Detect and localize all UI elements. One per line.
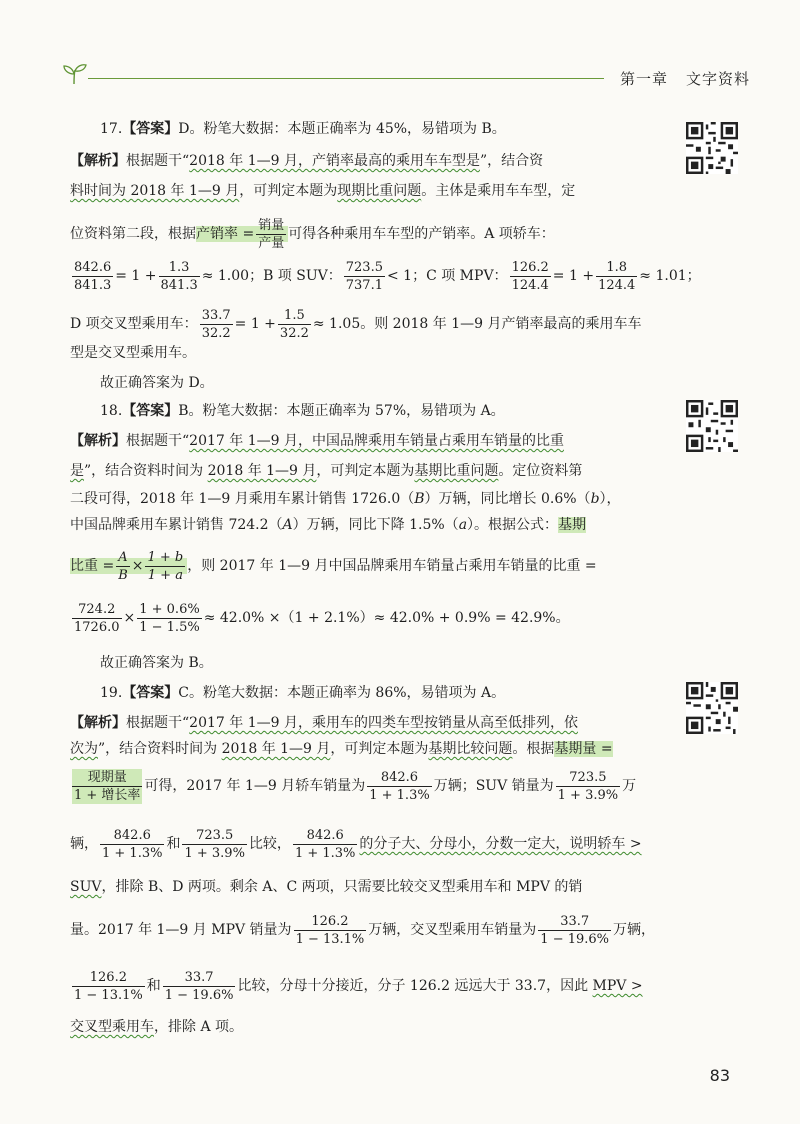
text: 位资料第二段，根据 [70, 226, 196, 242]
text: ，可判定本题为 [239, 183, 338, 199]
fraction [510, 259, 551, 294]
text: 万辆；SUV 销量为 [433, 778, 554, 794]
chapter-label: 第一章 [619, 70, 668, 88]
answer-text: B。粉笔大数据：本题正确率为 57%，易错项为 A。 [178, 403, 505, 419]
fraction [367, 769, 431, 804]
q17-conclusion: 故正确答案为 D。 [100, 375, 214, 391]
sprout-icon [62, 62, 88, 86]
text: 根据题干“ [126, 715, 190, 731]
formula-highlight [70, 549, 187, 583]
denominator: 1 + 增长率 [74, 787, 141, 803]
variable: b [590, 491, 600, 507]
denominator: 1 − 13.1% [295, 931, 365, 947]
text: ，排除 B、D 两项。剩余 A、C 两项，只需要比较交叉型乘用车和 MPV 的销 [101, 879, 583, 895]
text: ”，结合资料时间为 [84, 463, 208, 479]
text: 根据题干“ [126, 433, 190, 449]
qr-code-icon[interactable] [686, 400, 738, 452]
text: ≈ 42.0% ×（1 + 2.1%）≈ 42.0% + 0.9% = 42.9%。 [203, 610, 570, 626]
underlined-text: 是 [70, 463, 84, 479]
denominator: 1 − 13.1% [74, 987, 143, 1003]
text: 比重 = [70, 558, 115, 574]
numerator: 1.3 [159, 259, 200, 277]
numerator: 126.2 [72, 969, 145, 987]
underlined-text: 的分子大、分母小，分数一定大，说明轿车 > [359, 836, 642, 852]
variable: a [458, 517, 468, 533]
page-number: 83 [709, 1066, 730, 1085]
text: ”，结合资料时间为 [98, 741, 222, 757]
denominator: 产量 [258, 235, 285, 251]
denominator: 841.3 [160, 277, 198, 293]
denominator: 32.2 [279, 325, 309, 341]
q18-analysis-line-6 [70, 598, 570, 638]
fraction [100, 827, 164, 862]
q19-analysis-line-3 [70, 766, 636, 806]
numerator: 723.5 [182, 827, 246, 845]
q17-analysis-line-6: 型是交叉型乘用车。 [70, 345, 196, 361]
q19-analysis-line-7 [70, 966, 643, 1006]
answer-tag: 【答案】 [122, 403, 179, 419]
q18-analysis-line-1 [70, 430, 564, 452]
denominator: B [118, 567, 128, 583]
chapter-title [620, 68, 750, 89]
answer-text: C。粉笔大数据：本题正确率为 86%，易错项为 A。 [178, 685, 506, 701]
text: ，排除 A 项。 [154, 1019, 244, 1035]
denominator: 1 + 1.3% [294, 845, 356, 861]
q18-analysis-line-2 [70, 460, 582, 482]
question-number: 18. [100, 403, 123, 419]
qr-code-icon[interactable] [686, 682, 738, 734]
text: 。根据 [512, 741, 555, 757]
numerator: 723.5 [345, 259, 383, 275]
text: ≈ 1.00；B 项 SUV： [201, 268, 342, 284]
text: ）。根据公式： [467, 517, 559, 533]
numerator: 842.6 [100, 827, 164, 845]
denominator: 1 − 19.6% [164, 987, 234, 1003]
underlined-text: 基期比重问题 [414, 463, 499, 479]
fraction [344, 259, 385, 294]
underlined-text: 交叉型乘用车 [70, 1019, 154, 1035]
underlined-text: 基期比较问题 [428, 741, 513, 757]
fraction [116, 549, 130, 584]
text: 量。2017 年 1—9 月 MPV 销量为 [70, 922, 292, 938]
text: ，则 2017 年 1—9 月中国品牌乘用车销量占乘用车销量的比重 = [187, 558, 597, 574]
fraction [278, 307, 311, 342]
q19-analysis-line-6 [70, 910, 655, 950]
fraction [72, 259, 113, 294]
answer-tag: 【答案】 [122, 685, 179, 701]
q19-analysis-line-8 [70, 1016, 243, 1038]
denominator: 32.2 [201, 325, 231, 341]
analysis-tag: 【解析】 [70, 715, 126, 731]
variable: B [414, 491, 425, 507]
text: 二段可得，2018 年 1—9 月乘用车累计销售 1726.0（ [70, 491, 415, 507]
numerator: 126.2 [511, 259, 549, 275]
q18-analysis-line-3 [70, 488, 621, 510]
denominator: 1726.0 [74, 619, 120, 635]
text: 和 [166, 836, 181, 852]
text: 。主体是乘用车车型，定 [421, 183, 576, 199]
q17-analysis-line-3 [70, 216, 555, 252]
text: 产销率 = [196, 226, 255, 242]
denominator: 1 + 3.9% [557, 787, 619, 803]
q17-analysis-line-1 [70, 150, 543, 172]
underlined-text: 料时间为 2018 年 1—9 月 [70, 183, 240, 199]
q19-analysis-line-4 [70, 824, 642, 864]
numerator: 842.6 [293, 827, 357, 845]
numerator: 1 + b [147, 549, 184, 565]
numerator: 126.2 [294, 913, 367, 931]
text: ）万辆，同比下降 1.5%（ [292, 517, 459, 533]
variable: A [282, 517, 293, 533]
text: 和 [146, 978, 161, 994]
fraction [596, 259, 637, 294]
text: ，可判定本题为 [330, 741, 429, 757]
text: 根据题干“ [126, 153, 190, 169]
text: ≈ 1.05。则 2018 年 1—9 月产销率最高的乘用车车 [312, 316, 642, 332]
text: = 1 + [115, 268, 157, 284]
answer-tag: 【答案】 [122, 121, 179, 137]
underlined-text: MPV > [592, 978, 643, 994]
text: 中国品牌乘用车累计销售 724.2（ [70, 517, 283, 533]
text: ≈ 1.01； [639, 268, 701, 284]
underlined-text: 2018 年 1—9 月 [221, 741, 331, 757]
text: × [123, 610, 136, 626]
fraction [200, 307, 233, 342]
qr-code-icon[interactable] [686, 122, 738, 174]
text: 比较， [248, 836, 291, 852]
fraction [163, 969, 236, 1004]
denominator: 124.4 [598, 277, 636, 293]
denominator: 124.4 [511, 277, 549, 293]
q17-analysis-line-5 [70, 306, 641, 342]
text: 万辆，交叉型乘用车销量为 [368, 922, 537, 938]
text: × [131, 558, 144, 574]
denominator: 1 − 19.6% [540, 931, 610, 947]
text: ”，结合资 [479, 153, 544, 169]
formula-highlight: 基期量 = [554, 741, 613, 757]
fraction [137, 601, 201, 636]
text: ，可判定本题为 [316, 463, 415, 479]
fraction [72, 601, 122, 636]
fraction [72, 969, 145, 1004]
text: 万 [622, 778, 637, 794]
formula-highlight: 基期 [558, 517, 587, 533]
q19-analysis-line-5 [70, 876, 582, 898]
underlined-text: 2017 年 1—9 月，中国品牌乘用车销量占乘用车销量的比重 [189, 433, 564, 449]
numerator: 724.2 [72, 601, 122, 619]
formula-highlight [196, 217, 288, 251]
underlined-text: SUV [70, 879, 102, 895]
text: = 1 + [552, 268, 595, 284]
numerator: 销量 [258, 217, 285, 233]
fraction [182, 827, 246, 862]
denominator: 1 − 1.5% [139, 619, 200, 635]
text: ）， [599, 491, 621, 507]
numerator: 1.8 [596, 259, 637, 277]
text: D 项交叉型乘用车： [70, 316, 198, 332]
q18-conclusion: 故正确答案为 B。 [100, 655, 213, 671]
fraction [72, 769, 142, 804]
fraction [256, 217, 286, 252]
question-number: 17. [100, 121, 123, 137]
q18-answer-line [100, 400, 505, 422]
text: 。定位资料第 [498, 463, 583, 479]
numerator: 1.5 [278, 307, 311, 325]
header-rule [88, 78, 604, 79]
text: ）万辆，同比增长 0.6%（ [424, 491, 591, 507]
numerator: 现期量 [72, 769, 142, 787]
q19-analysis-line-1 [70, 712, 578, 734]
underlined-text: 2018 年 1—9 月，产销率最高的乘用车车型是 [189, 153, 480, 169]
numerator: 33.7 [163, 969, 236, 987]
answer-text: D。粉笔大数据：本题正确率为 45%，易错项为 B。 [178, 121, 506, 137]
numerator: 33.7 [538, 913, 611, 931]
q17-answer-line [100, 118, 506, 140]
numerator: 842.6 [367, 769, 431, 787]
numerator: 842.6 [74, 259, 112, 275]
q18-analysis-line-5 [70, 546, 597, 586]
fraction [556, 769, 620, 804]
fraction [145, 549, 185, 584]
text: = 1 + [234, 316, 276, 332]
q17-analysis-line-2 [70, 180, 575, 202]
underlined-text: 次为 [70, 741, 98, 757]
denominator: 1 + 1.3% [369, 787, 430, 803]
fraction [159, 259, 200, 294]
q19-analysis-line-2 [70, 738, 613, 760]
analysis-tag: 【解析】 [70, 153, 126, 169]
numerator: 723.5 [556, 769, 620, 787]
text: < 1；C 项 MPV： [386, 268, 508, 284]
denominator: 1 + 3.9% [184, 845, 245, 861]
section-label: 文字资料 [685, 70, 750, 88]
text: 可得各种乘用车车型的产销率。A 项轿车： [288, 226, 555, 242]
underlined-text: 2018 年 1—9 月 [207, 463, 317, 479]
running-header [62, 62, 750, 92]
denominator: 841.3 [74, 277, 112, 293]
analysis-tag: 【解析】 [70, 433, 126, 449]
text: 比较，分母十分接近，分子 126.2 远远大于 33.7，因此 [237, 978, 593, 994]
numerator: 33.7 [201, 307, 231, 323]
fraction [538, 913, 611, 948]
q17-analysis-line-4 [70, 258, 701, 294]
denominator: 1 + a [147, 567, 183, 583]
text: 辆， [70, 836, 98, 852]
underlined-text: 现期比重问题 [337, 183, 422, 199]
q19-answer-line [100, 682, 505, 704]
text: 万辆， [613, 922, 656, 938]
question-number: 19. [100, 685, 123, 701]
fraction [293, 827, 357, 862]
denominator: 1 + 1.3% [102, 845, 163, 861]
denominator: 737.1 [345, 277, 383, 293]
text: 可得，2017 年 1—9 月轿车销量为 [144, 778, 366, 794]
numerator: A [116, 549, 130, 567]
q18-analysis-line-4 [70, 514, 586, 536]
underlined-text: 2017 年 1—9 月，乘用车的四类车型按销量从高至低排列，依 [189, 715, 578, 731]
fraction [294, 913, 367, 948]
numerator: 1 + 0.6% [139, 601, 200, 617]
